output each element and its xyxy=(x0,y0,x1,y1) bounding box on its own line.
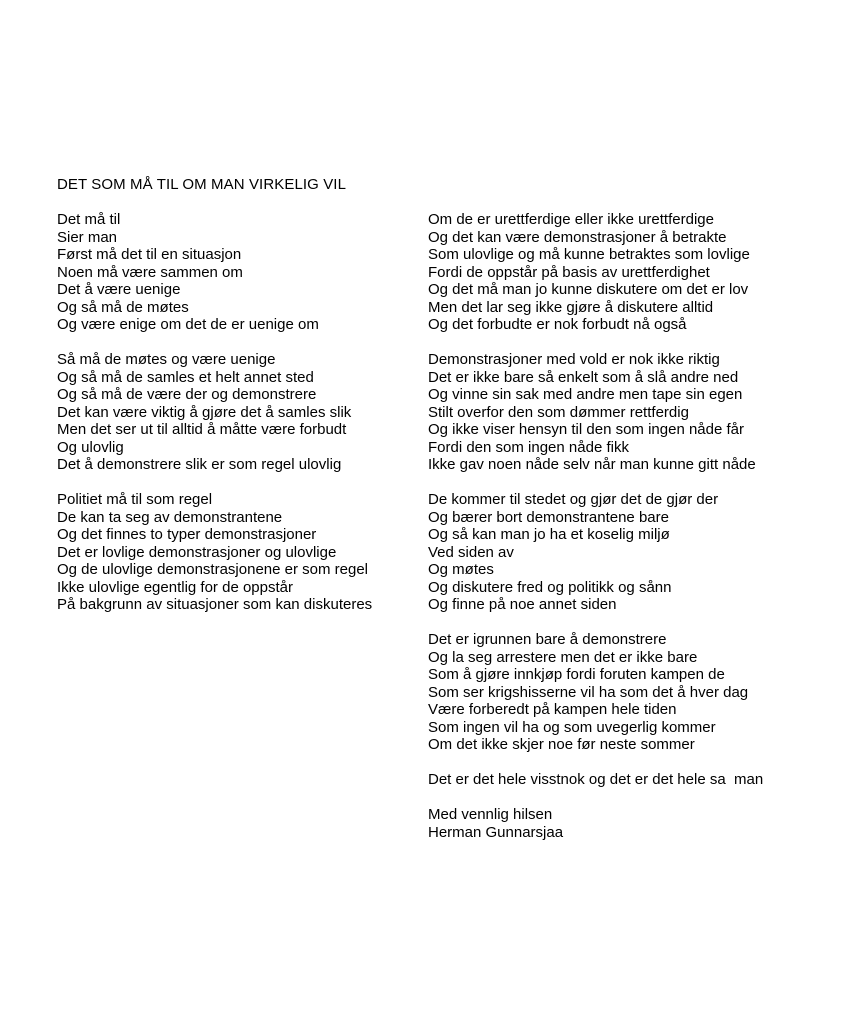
poem-line: Det må til xyxy=(57,211,121,228)
poem-line: Og ikke viser hensyn til den som ingen nåde får xyxy=(428,421,745,438)
page-title: DET SOM MÅ TIL OM MAN VIRKELIG VIL xyxy=(57,176,347,193)
column-right xyxy=(428,211,763,859)
poem-line: Og det kan være demonstrasjoner å betrakte xyxy=(428,228,727,246)
poem-line: Det å være uenige xyxy=(57,281,181,298)
poem-line: Og så må de være der og demonstrere xyxy=(57,386,317,403)
poem-line: Så må de møtes og være uenige xyxy=(57,351,276,368)
poem-line: Som ser krigshisserne vil ha som det å hver dag xyxy=(428,683,749,701)
poem-line: Og det forbudte er nok forbudt nå også xyxy=(428,316,687,333)
poem-line: Og la seg arrestere men det er ikke bare xyxy=(428,648,698,666)
stanza-2 xyxy=(57,351,372,474)
poem-line: De kommer til stedet og gjør det de gjør der xyxy=(428,491,719,508)
poem-line: Stilt overfor den som dømmer rettferdig xyxy=(428,403,689,421)
poem-line: Ikke gav noen nåde selv når man kunne gitt nåde xyxy=(428,456,756,473)
poem-line: Fordi de oppstår på basis av urettferdighet xyxy=(428,263,710,281)
poem-line: Som å gjøre innkjøp fordi foruten kampen de xyxy=(428,666,725,683)
closing-line xyxy=(428,771,763,789)
poem-line: Og det finnes to typer demonstrasjoner xyxy=(57,526,317,543)
poem-line: Og diskutere fred og politikk og sånn xyxy=(428,578,672,596)
poem-line: Det er ikke bare så enkelt som å slå andre ned xyxy=(428,368,739,386)
poem-line: Som ingen vil ha og som uvegerlig kommer xyxy=(428,718,716,736)
poem-line: Og finne på noe annet siden xyxy=(428,596,617,613)
poem-line: Og så kan man jo ha et koselig miljø xyxy=(428,526,670,543)
poem-line: De kan ta seg av demonstrantene xyxy=(57,508,283,526)
poem-line: Ikke ulovlige egentlig for de oppstår xyxy=(57,578,293,596)
poem-line: Om de er urettferdige eller ikke urettferdige xyxy=(428,211,714,228)
poem-line: På bakgrunn av situasjoner som kan diskuteres xyxy=(57,596,373,613)
poem-line: Først må det til en situasjon xyxy=(57,246,242,263)
poem-line: Det kan være viktig å gjøre det å samles slik xyxy=(57,403,352,421)
poem-line: Om det ikke skjer noe før neste sommer xyxy=(428,736,695,753)
poem-line: Som ulovlige og må kunne betraktes som lovlige xyxy=(428,246,750,263)
poem-line: Være forberedt på kampen hele tiden xyxy=(428,701,677,718)
poem-line: Med vennlig hilsen xyxy=(428,806,553,823)
poem-line: Ved siden av xyxy=(428,543,514,561)
poem-line: Og vinne sin sak med andre men tape sin egen xyxy=(428,386,743,403)
stanza-7 xyxy=(428,631,763,754)
signoff xyxy=(428,806,763,841)
stanza-5 xyxy=(428,351,763,474)
poem-line: Og så må de møtes xyxy=(57,298,189,316)
stanza-3 xyxy=(57,491,372,614)
poem-line: Og så må de samles et helt annet sted xyxy=(57,368,314,386)
column-left xyxy=(57,211,372,631)
stanza-6 xyxy=(428,491,763,614)
poem-line: Men det lar seg ikke gjøre å diskutere alltid xyxy=(428,298,714,316)
poem-line: Og bærer bort demonstrantene bare xyxy=(428,508,669,526)
poem-line: Politiet må til som regel xyxy=(57,491,213,508)
poem-line: Og møtes xyxy=(428,561,494,578)
poem-line: Det er det hele visstnok og det er det hele sa man xyxy=(428,771,764,788)
poem-line: Og være enige om det de er uenige om xyxy=(57,316,319,333)
poem-line: Og det må man jo kunne diskutere om det er lov xyxy=(428,281,749,298)
poem-line: Det å demonstrere slik er som regel ulovlig xyxy=(57,456,342,473)
stanza-1 xyxy=(57,211,372,334)
poem-line: Det er igrunnen bare å demonstrere xyxy=(428,631,667,648)
poem-line: Herman Gunnarsjaa xyxy=(428,823,564,841)
poem-line: Men det ser ut til alltid å måtte være forbudt xyxy=(57,421,347,438)
stanza-4 xyxy=(428,211,763,334)
poem-line: Sier man xyxy=(57,228,118,246)
poem-line: Demonstrasjoner med vold er nok ikke riktig xyxy=(428,351,720,368)
poem-line: Det er lovlige demonstrasjoner og ulovlige xyxy=(57,543,337,561)
poem-line: Og ulovlig xyxy=(57,438,124,456)
poem-line: Fordi den som ingen nåde fikk xyxy=(428,438,629,456)
poem-line: Noen må være sammen om xyxy=(57,263,243,281)
poem-line: Og de ulovlige demonstrasjonene er som regel xyxy=(57,561,369,578)
